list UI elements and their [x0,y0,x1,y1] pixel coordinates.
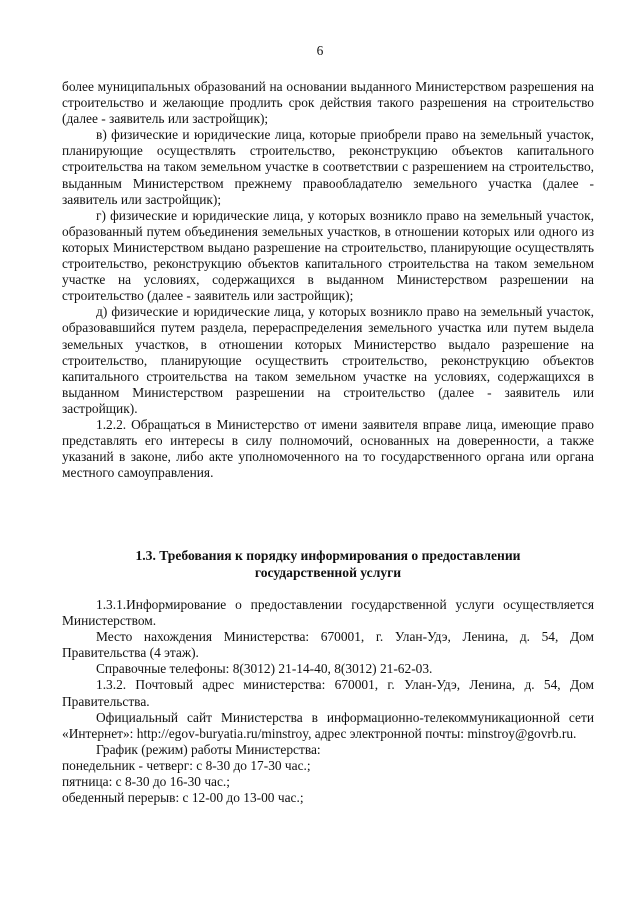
paragraph-continuation: более муниципальных образований на основании выданного Министерством разрешения на строительство и желающие продлить срок действия такого разрешения на строительство (далее - заявитель или застройщик); [62,79,594,127]
section-heading-line1: 1.3. Требования к порядку информирования о предоставлении [135,548,521,563]
bottom-text-block [62,597,594,806]
paragraph-1-3-1: 1.3.1.Информирование о предоставлении государственной услуги осуществляется Министерством. [62,597,594,629]
paragraph-location: Место нахождения Министерства: 670001, г. Улан-Удэ, Ленина, д. 54, Дом Правительства (4 этаж). [62,629,594,661]
paragraph-1-3-2: 1.3.2. Почтовый адрес министерства: 670001, г. Улан-Удэ, Ленина, д. 54, Дом Правительства. [62,677,594,709]
paragraph-website: Официальный сайт Министерства в информационно-телекоммуникационной сети «Интернет»: http://egov-buryatia.ru/minstroy, адрес электронной почты: minstroy@govrb.ru. [62,709,594,741]
page-number: 6 [316,43,324,58]
top-text-block [62,79,594,481]
paragraph-phones: Справочные телефоны: 8(3012) 21-14-40, 8(3012) 21-62-03. [96,661,433,677]
section-heading-line2: государственной услуги [254,565,402,580]
paragraph-item-g: г) физические и юридические лица, у которых возникло право на земельный участок, образованный путем объединения земельных участков, в отношении которых или одного из которых Министерством выдано разрешение на строительство, планирующие осуществлять строительство, реконструкцию объектов капитального строительства на таком земельном участке на условиях, содержащихся в выданном Министерством разрешении на строительство (далее - заявитель или застройщик); [62,207,594,304]
schedule-line: обеденный перерыв: с 12-00 до 13-00 час.; [62,790,304,806]
schedule-line: пятница: с 8-30 до 16-30 час.; [62,774,231,790]
paragraph-item-v: в) физические и юридические лица, которые приобрели право на земельный участок, планирующие осуществлять строительство, реконструкцию объектов капитального строительства на таком земельном участке в соответствии с разрешением на строительство, выданным Министерством прежнему правообладателю земельного участка (далее - заявитель или застройщик); [62,127,594,207]
paragraph-item-d: д) физические и юридические лица, у которых возникло право на земельный участок, образовавшийся путем раздела, перераспределения земельного участка или путем выдела земельных участков, в отношении которых Министерство выдало разрешение на строительство, планирующие осуществить строительство, реконструкцию объектов капитального строительства на таком земельном участке на условиях, содержащихся в выданном Министерством разрешении на строительство (далее - заявитель или застройщик). [62,304,594,416]
section-heading [62,547,594,581]
paragraph-1-2-2: 1.2.2. Обращаться в Министерство от имени заявителя вправе лица, имеющие право представлять его интересы в силу полномочий, основанных на доверенности, а также указаний в законе, либо акте уполномоченного на то государственного органа или органа местного самоуправления. [62,416,594,481]
paragraph-schedule-title: График (режим) работы Министерства: [96,741,321,757]
schedule-line: понедельник - четверг: с 8-30 до 17-30 час.; [62,757,311,773]
